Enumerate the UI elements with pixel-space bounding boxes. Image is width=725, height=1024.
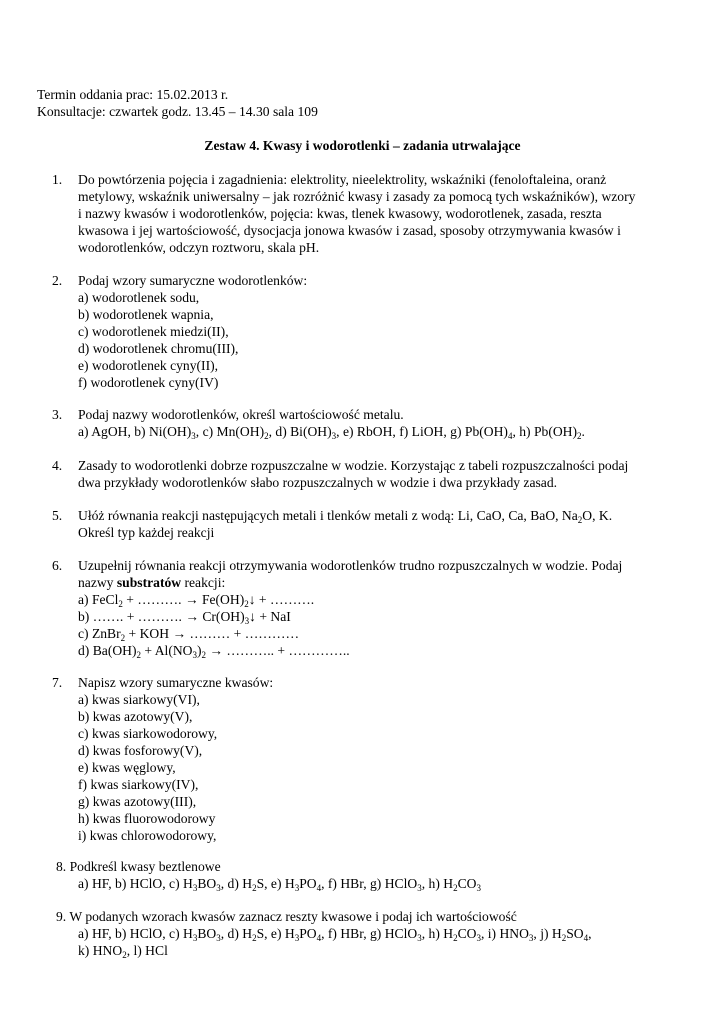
- list-item: f) kwas siarkowy(IV),: [78, 777, 199, 792]
- list-item: c) kwas siarkowodorowy,: [78, 726, 218, 741]
- text-line: i nazwy kwasów i wodorotlenków, pojęcia: kwas, tlenek kwasowy, wodorotlenek, zasada, reszta: [78, 206, 602, 221]
- question-intro: Napisz wzory sumaryczne kwasów:: [78, 675, 274, 690]
- question-intro: Podaj wzory sumaryczne wodorotlenków:: [78, 273, 308, 288]
- question-intro: 9. W podanych wzorach kwasów zaznacz reszty kwasowe i podaj ich wartościowość: [56, 909, 517, 924]
- text-line: dwa przykłady wodorotlenków słabo rozpuszczalnych w wodzie i dwa przykłady zasad.: [78, 475, 558, 490]
- list-item: d) wodorotlenek chromu(III),: [78, 341, 239, 356]
- question-9: [52, 908, 692, 959]
- page-title: Zestaw 4. Kwasy i wodorotlenki – zadania utrwalające: [204, 138, 521, 153]
- question-1: [52, 171, 692, 256]
- equation-c: c) ZnBr$_2$ + KOH → ……… + …………: [78, 626, 300, 643]
- formula-list: a) AgOH, b) $Ni(OH)_3$, c) $Mn(OH)_2$, d) $Bi(OH)_3$, e) RbOH, f) LiOH, g) $Pb(OH)_4$, h) $Pb(OH)_2$.: [78, 424, 585, 441]
- text-line: kwasowa i jej wartościowość, dysocjacja jonowa kwasów i zasad, sposoby otrzymywania kwasów i: [78, 223, 621, 238]
- question-intro: Podaj nazwy wodorotlenków, określ wartościowość metalu.: [78, 407, 404, 422]
- text-line: wodorotlenków, odczyn roztworu, skala pH.: [78, 240, 320, 255]
- list-item: a) wodorotlenek sodu,: [78, 290, 200, 305]
- list-item: g) kwas azotowy(III),: [78, 794, 197, 809]
- list-item: b) kwas azotowy(V),: [78, 709, 193, 724]
- text-line: nazwy substratów reakcji:: [78, 575, 226, 590]
- question-3: [52, 406, 692, 440]
- equation-a: a) FeCl$_2$ + ………. → $Fe(OH)_2↓$ + ……….: [78, 592, 315, 609]
- question-number: 7.: [52, 675, 63, 690]
- question-number: 4.: [52, 458, 63, 473]
- text-line: metylowy, wskaźnik uniwersalny – jak rozróżnić kwasy i zasady za pomocą tych wskaźników), wzory: [78, 189, 636, 204]
- list-item: b) wodorotlenek wapnia,: [78, 307, 214, 322]
- list-item: h) kwas fluorowodorowy: [78, 811, 216, 826]
- deadline-text: Termin oddania prac: 15.02.2013 r.: [37, 87, 229, 102]
- list-item: c) wodorotlenek miedzi(II),: [78, 324, 229, 339]
- list-item: i) kwas chlorowodorowy,: [78, 828, 217, 843]
- formula-list: a) HF, b) HClO, c) $H_3BO_3$, d) $H_2S$, e) $H_3PO_4$, f) HBr, g) HClO$_3$, h) $H_2CO_3$: [78, 876, 481, 893]
- question-5: [52, 507, 692, 541]
- question-4: [52, 457, 692, 491]
- list-item: e) wodorotlenek cyny(II),: [78, 358, 219, 373]
- question-8: [52, 858, 692, 892]
- equation-b: b) ……. + ………. → $Cr(OH)_3↓$ + NaI: [78, 609, 291, 626]
- list-item: a) kwas siarkowy(VI),: [78, 692, 200, 707]
- text-line: Ułóż równania reakcji następujących metali i tlenków metali z wodą: Li, CaO, Ca, BaO, $Na_2O$, K.: [78, 508, 613, 525]
- question-number: 3.: [52, 407, 63, 422]
- text-line: Określ typ każdej reakcji: [78, 525, 215, 540]
- question-number: 5.: [52, 508, 63, 523]
- question-number: 1.: [52, 172, 63, 187]
- list-item: d) kwas fosforowy(V),: [78, 743, 203, 758]
- question-intro: 8. Podkreśl kwasy beztlenowe: [56, 859, 221, 874]
- question-7: [52, 674, 692, 844]
- question-6: [52, 557, 692, 659]
- consultation-text: Konsultacje: czwartek godz. 13.45 – 14.30 sala 109: [37, 104, 318, 119]
- question-number: 2.: [52, 273, 63, 288]
- equation-d: d) $Ba(OH)_2 + Al(NO_3)_2$ → ……….. + …………..: [78, 643, 350, 660]
- formula-list: a) HF, b) HClO, c) $H_3BO_3$, d) $H_2S$, e) $H_3PO_4$, f) HBr, g) HClO$_3$, h) $H_2CO_3$, i) $HNO_3$, j) $H_2SO_4$,: [78, 926, 592, 943]
- list-item: e) kwas węglowy,: [78, 760, 176, 775]
- text-line: Uzupełnij równania reakcji otrzymywania wodorotlenków trudno rozpuszczalnych w wodzie. Podaj: [78, 558, 623, 573]
- text-line: Do powtórzenia pojęcia i zagadnienia: elektrolity, nieelektrolity, wskaźniki (fenoloftaleina, oranż: [78, 172, 607, 187]
- text-line: Zasady to wodorotlenki dobrze rozpuszczalne w wodzie. Korzystając z tabeli rozpuszczalności podaj: [78, 458, 629, 473]
- question-2: [52, 272, 692, 391]
- list-item: f) wodorotlenek cyny(IV): [78, 375, 219, 390]
- formula-list-continued: k) $HNO_2$, l) HCl: [78, 943, 168, 960]
- question-number: 6.: [52, 558, 63, 573]
